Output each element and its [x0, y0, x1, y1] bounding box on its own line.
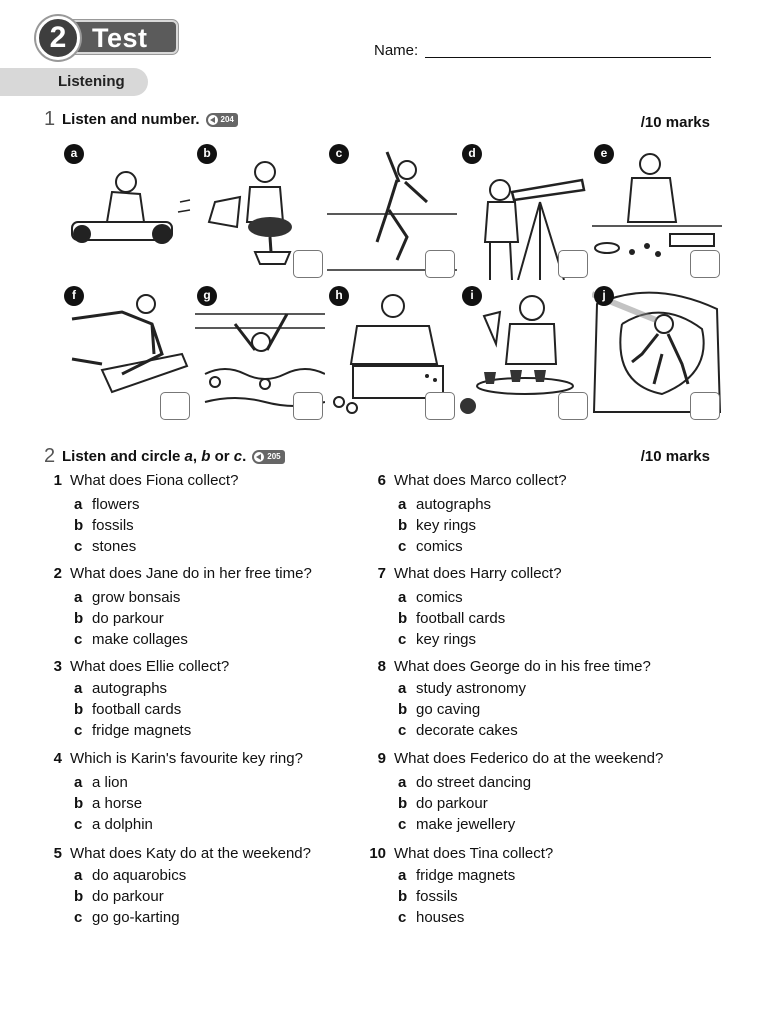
picture-i	[460, 284, 590, 422]
picture-letter: c	[329, 144, 349, 164]
question-number: 6	[377, 472, 386, 489]
option-a[interactable]: a comics	[398, 589, 463, 606]
answer-box[interactable]	[690, 392, 720, 420]
exercise-1-number: 1	[44, 108, 56, 130]
option-b[interactable]: b football cards	[74, 701, 182, 718]
question-number: 9	[377, 750, 386, 767]
option-c[interactable]: c make jewellery	[398, 816, 516, 833]
picture-e	[592, 142, 722, 280]
question-text: What does Jane do in her free time?	[70, 565, 312, 582]
question-number: 5	[53, 845, 62, 862]
title-letter-c: c	[233, 448, 243, 465]
title-letter-b: b	[201, 448, 211, 465]
answer-box[interactable]	[425, 250, 455, 278]
option-c[interactable]: c make collages	[74, 631, 188, 648]
section-title: Listening	[58, 73, 125, 90]
speaker-icon	[208, 115, 218, 125]
answer-box[interactable]	[558, 392, 588, 420]
picture-c	[327, 142, 457, 280]
picture-letter: a	[64, 144, 84, 164]
question-text: Which is Karin's favourite key ring?	[70, 750, 303, 767]
option-b[interactable]: b fossils	[398, 888, 458, 905]
option-a[interactable]: a study astronomy	[398, 680, 527, 697]
audio-track-badge[interactable]	[252, 450, 284, 464]
title-part: or	[210, 448, 234, 465]
picture-d	[460, 142, 590, 280]
option-c[interactable]: c decorate cakes	[398, 722, 518, 739]
option-b[interactable]: b football cards	[398, 610, 506, 627]
go-kart-icon	[62, 142, 192, 280]
option-b[interactable]: b key rings	[398, 517, 477, 534]
question-number: 8	[377, 658, 386, 675]
picture-letter: g	[197, 286, 217, 306]
exercise-2-marks: /10 marks	[640, 448, 710, 465]
option-c[interactable]: c comics	[398, 538, 463, 555]
test-number: 2	[49, 21, 67, 54]
answer-box[interactable]	[558, 250, 588, 278]
option-c[interactable]: c stones	[74, 538, 137, 555]
option-a[interactable]: a fridge magnets	[398, 867, 516, 884]
audio-track-badge[interactable]	[206, 113, 238, 127]
question-number: 4	[53, 750, 62, 767]
audio-track-number: 205	[267, 452, 281, 461]
exercise-1-title: Listen and number.	[62, 111, 200, 128]
exercise-1-marks: /10 marks	[640, 114, 710, 131]
section-tab	[0, 68, 148, 96]
option-b[interactable]: b do parkour	[74, 888, 164, 905]
option-c[interactable]: c key rings	[398, 631, 477, 648]
audio-track-number: 204	[220, 115, 234, 124]
question-text: What does Harry collect?	[394, 565, 562, 582]
option-a[interactable]: a autographs	[74, 680, 168, 697]
name-field-line[interactable]	[425, 57, 711, 58]
picture-letter: b	[197, 144, 217, 164]
question-number: 7	[377, 565, 386, 582]
exercise-2-number: 2	[44, 445, 56, 467]
question-number: 2	[53, 565, 62, 582]
name-label: Name:	[374, 42, 419, 59]
picture-b	[195, 142, 325, 280]
exercise-2-title	[62, 448, 246, 465]
question-number: 1	[53, 472, 62, 489]
title-letter-a: a	[184, 448, 193, 465]
option-b[interactable]: b go caving	[398, 701, 481, 718]
option-a[interactable]: a do aquarobics	[74, 867, 187, 884]
question-text: What does Katy do at the weekend?	[70, 845, 311, 862]
option-b[interactable]: b do parkour	[74, 610, 164, 627]
answer-box[interactable]	[425, 392, 455, 420]
question-text: What does Ellie collect?	[70, 658, 230, 675]
option-b[interactable]: b a horse	[74, 795, 143, 812]
picture-letter: i	[462, 286, 482, 306]
option-a[interactable]: a do street dancing	[398, 774, 532, 791]
picture-letter: f	[64, 286, 84, 306]
test-label: Test	[92, 23, 148, 53]
question-text: What does George do in his free time?	[394, 658, 651, 675]
picture-letter: j	[594, 286, 614, 306]
question-text: What does Federico do at the weekend?	[394, 750, 664, 767]
picture-a	[62, 142, 192, 280]
exercise-2-header	[44, 445, 285, 468]
picture-g	[195, 284, 325, 422]
option-a[interactable]: a autographs	[398, 496, 492, 513]
exercise-1-header	[44, 108, 238, 131]
option-b[interactable]: b fossils	[74, 517, 134, 534]
answer-box[interactable]	[293, 392, 323, 420]
option-c[interactable]: c a dolphin	[74, 816, 153, 833]
picture-h	[327, 284, 457, 422]
answer-box[interactable]	[160, 392, 190, 420]
option-c[interactable]: c fridge magnets	[74, 722, 192, 739]
answer-box[interactable]	[690, 250, 720, 278]
title-part: .	[242, 448, 247, 465]
test-number-badge	[36, 16, 80, 60]
title-part: ,	[192, 448, 202, 465]
option-a[interactable]: a a lion	[74, 774, 128, 791]
question-number: 10	[369, 845, 386, 862]
option-c[interactable]: c houses	[398, 909, 465, 926]
option-c[interactable]: c go go-karting	[74, 909, 180, 926]
question-number: 3	[53, 658, 62, 675]
question-text: What does Tina collect?	[394, 845, 554, 862]
question-text: What does Fiona collect?	[70, 472, 239, 489]
option-b[interactable]: b do parkour	[398, 795, 488, 812]
picture-j	[592, 284, 722, 422]
test-logo	[36, 16, 180, 60]
picture-letter: d	[462, 144, 482, 164]
option-a[interactable]: a flowers	[74, 496, 140, 513]
question-text: What does Marco collect?	[394, 472, 567, 489]
picture-letter: e	[594, 144, 614, 164]
title-part: Listen and circle	[62, 448, 185, 465]
speaker-icon	[254, 452, 264, 462]
answer-box[interactable]	[293, 250, 323, 278]
picture-f	[62, 284, 192, 422]
picture-letter: h	[329, 286, 349, 306]
option-a[interactable]: a grow bonsais	[74, 589, 181, 606]
